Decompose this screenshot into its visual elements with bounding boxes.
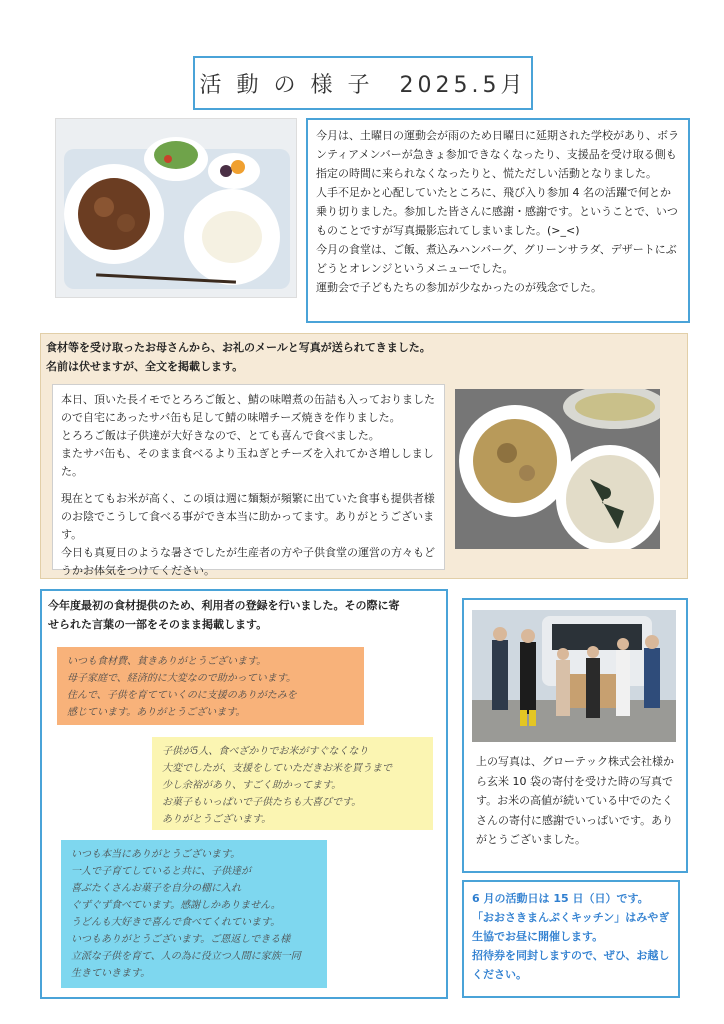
home-meal-photo	[455, 389, 660, 549]
next-activity-line: 6 月の活動日は 15 日（日）です。	[472, 892, 649, 905]
donation-photo	[472, 610, 676, 742]
donation-caption-text: 上の写真は、グローテック株式会社様から玄米 10 袋の寄付を受けた時の写真です。お米の高値が続いている中でのたくさんの寄付に感謝でいっぱいです。ありがとうございました。	[476, 755, 674, 846]
note-line: ぐずぐず食べています。感謝しかありません。	[71, 900, 281, 911]
note-line: 大変でしたが、支援をしていただきお米を買うまで	[162, 763, 392, 774]
title-box	[193, 56, 533, 110]
handwritten-note	[152, 737, 433, 830]
note-line: 感じています。ありがとうございます。	[67, 707, 246, 718]
next-activity-notice	[462, 880, 680, 998]
thanks-heading-line: 食材等を受け取ったお母さんから、お礼のメールと写真が送られてきました。	[46, 341, 431, 354]
letter-paragraph: 本日、頂いた長イモでとろろご飯と、鯖の味噌煮の缶詰も入っておりましたので自宅にあったサバ缶も足して鯖の味噌チーズ焼きを作りました。	[61, 393, 435, 424]
letter-paragraph: またサバ缶も、そのまま食べるより玉ねぎとチーズを入れてかさ増ししました。	[61, 447, 434, 478]
meal-photo	[55, 118, 297, 298]
letter-paragraph: 今日も真夏日のような暑さでしたが生産者の方や子供食堂の運営の方々もどうかお体気をつけてください。	[61, 546, 435, 577]
activity-report	[306, 118, 690, 323]
report-paragraph: 今月は、土曜日の運動会が雨のため日曜日に延期された学校があり、ボランティアメンバーが急きょ参加できなくなったり、支援品を受け取る側も指定の時間に来られなくなったりと、慌ただしい活動となりました。	[316, 129, 679, 180]
registration-heading-line: 今年度最初の食材提供のため、利用者の登録を行いました。その際に寄	[48, 599, 400, 612]
note-line: 少し余裕があり、すごく助かってます。	[162, 780, 342, 791]
note-line: お菓子もいっぱいで子供たちも大喜びです。	[162, 797, 362, 808]
note-line: いつも本当にありがとうございます。	[71, 849, 241, 860]
handwritten-note	[57, 647, 364, 725]
registration-heading-line: せられた言葉の一部をそのまま掲載します。	[48, 618, 268, 631]
thanks-heading-line: 名前は伏せますが、全文を掲載します。	[46, 360, 244, 373]
next-activity-line: 招待券を同封しますので、ぜひ、お越しください。	[472, 949, 670, 981]
letter-paragraph: とろろご飯は子供達が大好きなので、とても喜んで食べました。	[61, 429, 380, 442]
note-line: 生きていきます。	[71, 968, 151, 979]
note-line: 一人で子育てしていると共に、子供達が	[71, 866, 251, 877]
note-line: ありがとうございます。	[162, 814, 272, 825]
note-line: うどんも大好きで喜んで食べてくれています。	[71, 917, 281, 928]
thanks-letter	[52, 384, 445, 577]
note-line: いつもありがとうございます。ご恩返しできる様	[71, 934, 291, 945]
report-paragraph: 運動会で子どもたちの参加が少なかったのが残念でした。	[316, 281, 602, 294]
handwritten-note	[61, 840, 327, 988]
report-paragraph: 人手不足かと心配していたところに、飛び入り参加 4 名の活躍で何とか乗り切りました。参加した皆さんに感謝・感謝です。ということで、いつものことですが写真撮影忘れてしまいました。(>_<)	[316, 186, 678, 237]
note-line: いつも食材費、貧きありがとうございます。	[67, 656, 267, 667]
report-paragraph: 今月の食堂は、ご飯、煮込みハンバーグ、グリーンサラダ、デザートにぶどうとオレンジというメニューでした。	[316, 243, 677, 275]
next-activity-line: 「おおさきまんぷくキッチン」はみやぎ生協でお昼に開催します。	[472, 911, 670, 943]
note-line: 喜ぶたくさんお菓子を自分の棚に入れ	[71, 883, 241, 894]
note-line: 子供が5人、食べざかりでお米がすぐなくなり	[162, 746, 369, 757]
note-line: 母子家庭で、経済的に大変なので助かっています。	[67, 673, 296, 684]
donation-caption	[476, 752, 676, 850]
note-line: 立派な子供を育て、人の為に役立つ人間に家族一同	[71, 951, 301, 962]
thanks-heading	[46, 338, 466, 376]
letter-paragraph: 現在とてもお米が高く、この頃は週に麺類が頻繁に出ていた食事も提供者様のお陰でこうして食べる事ができ本当に助かってます。ありがとうございます。	[61, 492, 435, 541]
page-title: 活 動 の 様 子 2025.5月	[199, 72, 527, 98]
note-line: 住んで、子供を育てていくのに支援のありがたみを	[67, 690, 297, 701]
registration-heading	[48, 596, 438, 634]
